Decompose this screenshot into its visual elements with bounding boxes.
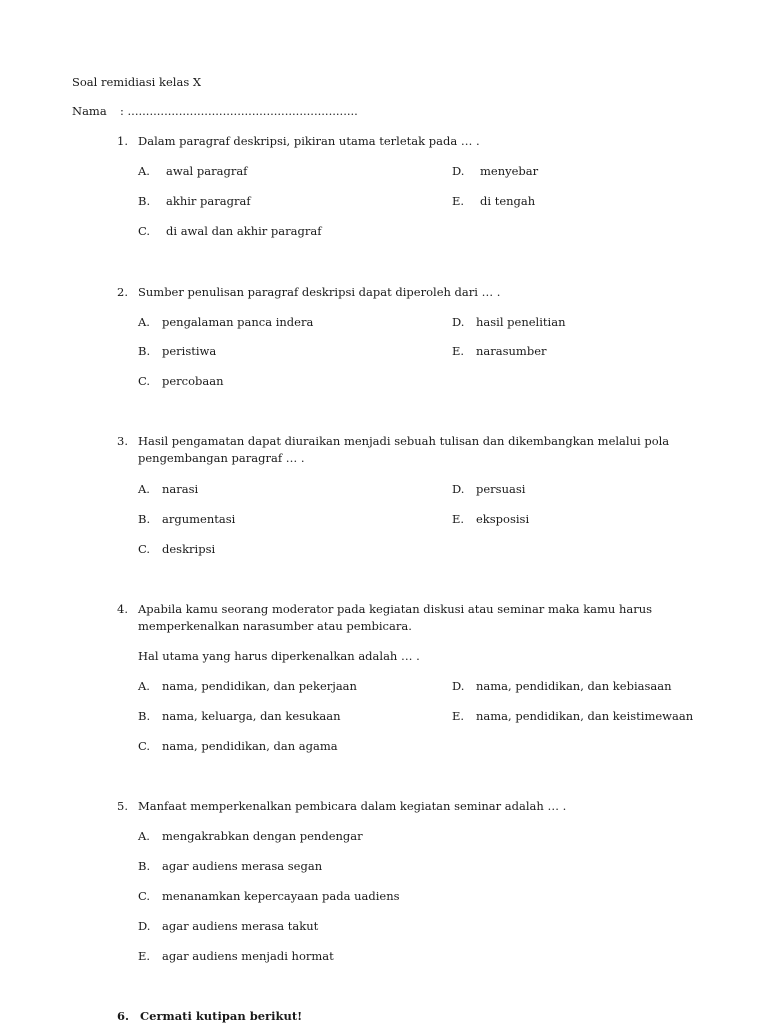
option-text: narasumber [476, 344, 547, 358]
option-text: pengalaman panca indera [162, 315, 314, 329]
option-text: nama, pendidikan, dan keistimewaan [476, 709, 694, 723]
option-text: nama, pendidikan, dan pekerjaan [162, 679, 357, 693]
option-text: agar audiens merasa segan [162, 859, 323, 873]
option-letter: A. [138, 315, 150, 329]
option-text: peristiwa [162, 344, 217, 358]
option-letter: D. [452, 482, 465, 496]
option-letter: E. [452, 194, 465, 208]
option-letter: C. [138, 739, 151, 753]
option-text: nama, pendidikan, dan agama [162, 739, 338, 753]
option-text: awal paragraf [166, 164, 248, 178]
name-field: : ............................................................... [120, 104, 358, 118]
option-letter: E. [452, 709, 465, 723]
option-letter: A. [138, 679, 150, 693]
option-text: nama, pendidikan, dan kebiasaan [476, 679, 672, 693]
option-text: di tengah [480, 194, 536, 208]
question-number: 6. [117, 1009, 130, 1023]
question-text-line-2: memperkenalkan narasumber atau pembicara. [138, 619, 412, 633]
question-text-line-1: Hasil pengamatan dapat diuraikan menjadi sebuah tulisan dan dikembangkan melalui pola [138, 434, 670, 448]
question-number: 5. [117, 799, 128, 813]
option-letter: D. [452, 164, 465, 178]
option-text: persuasi [476, 482, 526, 496]
option-letter: D. [452, 315, 465, 329]
option-text: menyebar [480, 164, 539, 178]
option-letter: B. [138, 709, 151, 723]
option-letter: B. [138, 344, 151, 358]
option-text: nama, keluarga, dan kesukaan [162, 709, 341, 723]
name-label: Nama [72, 104, 107, 118]
option-letter: A. [138, 829, 150, 843]
option-text: deskripsi [162, 542, 216, 556]
document-title: Soal remidiasi kelas X [72, 75, 202, 89]
option-text: agar audiens merasa takut [162, 919, 319, 933]
question-text-line-1: Apabila kamu seorang moderator pada kegiatan diskusi atau seminar maka kamu harus [138, 602, 653, 616]
option-letter: C. [138, 889, 151, 903]
option-letter: A. [138, 482, 150, 496]
option-letter: B. [138, 512, 151, 526]
question-number: 1. [117, 134, 128, 148]
option-text: hasil penelitian [476, 315, 566, 329]
question-number: 4. [117, 602, 128, 616]
question-text: Dalam paragraf deskripsi, pikiran utama terletak pada … . [138, 134, 480, 148]
option-text: menanamkan kepercayaan pada uadiens [162, 889, 400, 903]
option-letter: E. [452, 512, 465, 526]
question-text-line-2: pengembangan paragraf … . [138, 451, 305, 465]
option-letter: E. [138, 949, 151, 963]
option-text: percobaan [162, 374, 224, 388]
option-letter: B. [138, 859, 151, 873]
option-text: di awal dan akhir paragraf [166, 224, 322, 238]
option-letter: C. [138, 224, 151, 238]
option-text: agar audiens menjadi hormat [162, 949, 334, 963]
option-text: mengakrabkan dengan pendengar [162, 829, 363, 843]
question-number: 2. [117, 285, 128, 299]
question-number: 3. [117, 434, 128, 448]
question-text: Cermati kutipan berikut! [140, 1009, 303, 1023]
option-letter: B. [138, 194, 151, 208]
question-text: Manfaat memperkenalkan pembicara dalam kegiatan seminar adalah … . [138, 799, 567, 813]
option-letter: C. [138, 542, 151, 556]
option-letter: D. [452, 679, 465, 693]
option-text: eksposisi [476, 512, 530, 526]
option-letter: A. [138, 164, 150, 178]
option-letter: E. [452, 344, 465, 358]
question-text: Sumber penulisan paragraf deskripsi dapat diperoleh dari … . [138, 285, 501, 299]
option-text: akhir paragraf [166, 194, 251, 208]
option-letter: D. [138, 919, 151, 933]
option-text: argumentasi [162, 512, 236, 526]
option-letter: C. [138, 374, 151, 388]
option-text: narasi [162, 482, 199, 496]
question-text-line-3: Hal utama yang harus diperkenalkan adalah … . [138, 649, 420, 663]
